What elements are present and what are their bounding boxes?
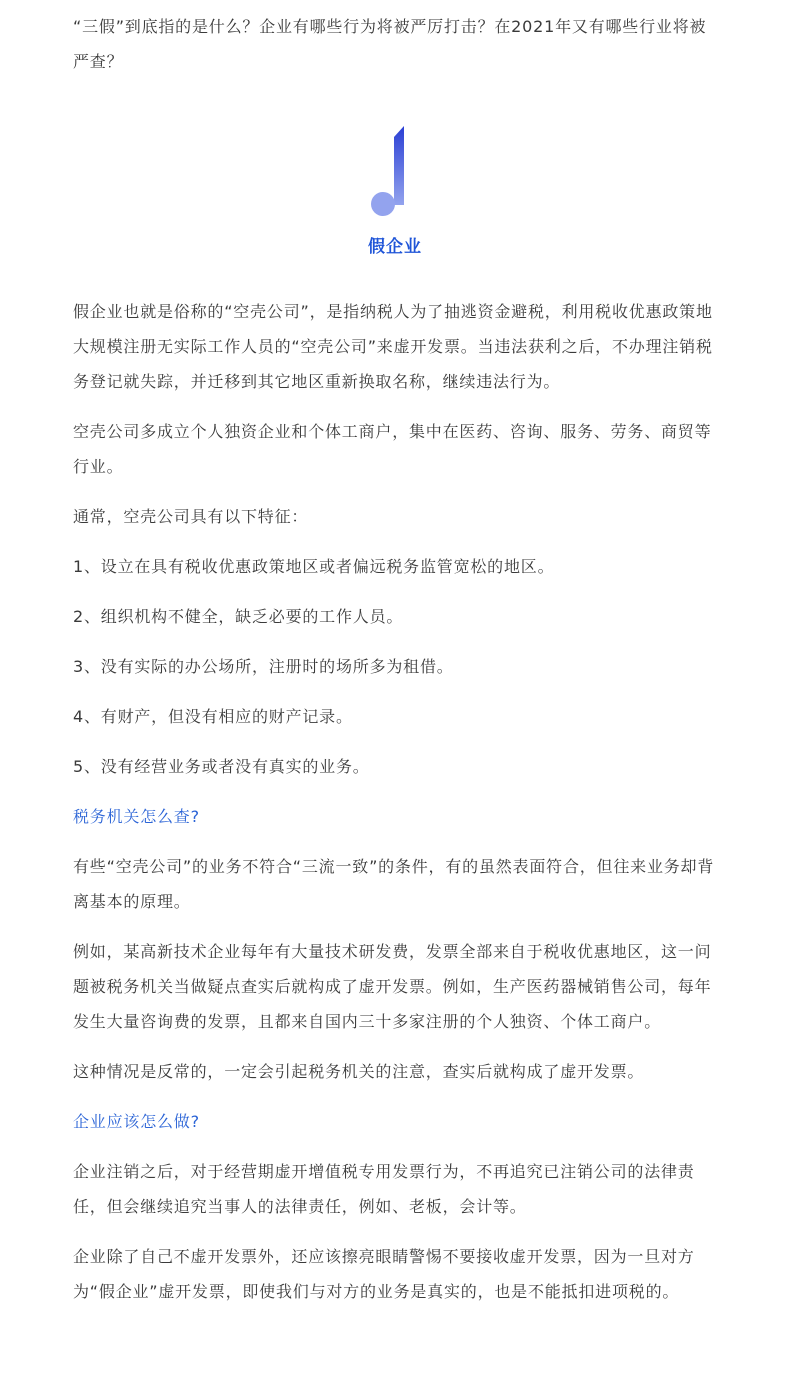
list-item: 3、没有实际的办公场所，注册时的场所多为租借。	[73, 657, 454, 676]
paragraph-definition: 假企业也就是俗称的“空壳公司”，是指纳税人为了抽逃资金避税，利用税收优惠政策地大规模注册无实际工作人员的“空壳公司”来虚开发票。当违法获利之后，不办理注销税务登记就失踪，并迁移到其它地区重新换取名称，继续违法行为。	[73, 302, 713, 391]
subheading-tax-check: 税务机关怎么查?	[73, 807, 200, 826]
musical-note-icon	[370, 123, 420, 218]
paragraph-example: 例如，某高新技术企业每年有大量技术研发费，发票全部来自于税收优惠地区，这一问题被税务机关当做疑点查实后就构成了虚开发票。例如，生产医药器械销售公司，每年发生大量咨询费的发票，且都来自国内三十多家注册的个人独资、个体工商户。	[73, 942, 712, 1031]
paragraph-industries: 空壳公司多成立个人独资企业和个体工商户，集中在医药、咨询、服务、劳务、商贸等行业。	[73, 422, 712, 476]
paragraph-liability: 企业注销之后，对于经营期虚开增值税专用发票行为，不再追究已注销公司的法律责任，但会继续追究当事人的法律责任，例如、老板，会计等。	[73, 1162, 695, 1216]
subheading-what-to-do: 企业应该怎么做?	[73, 1112, 200, 1131]
list-item: 1、设立在具有税收优惠政策地区或者偏远税务监管宽松的地区。	[73, 557, 555, 576]
paragraph-features-lead: 通常，空壳公司具有以下特征：	[73, 507, 309, 526]
paragraph-advice: 企业除了自己不虚开发票外，还应该擦亮眼睛警惕不要接收虚开发票，因为一旦对方为“假企业”虚开发票，即使我们与对方的业务是真实的，也是不能抵扣进项税的。	[73, 1247, 695, 1301]
list-item: 4、有财产，但没有相应的财产记录。	[73, 707, 353, 726]
section-title: 假企业	[368, 237, 422, 257]
list-item: 2、组织机构不健全，缺乏必要的工作人员。	[73, 607, 404, 626]
intro-paragraph: “三假”到底指的是什么？企业有哪些行为将被严厉打击？在2021年又有哪些行业将被严查？	[73, 17, 707, 71]
list-item: 5、没有经营业务或者没有真实的业务。	[73, 757, 370, 776]
paragraph-three-flows: 有些“空壳公司”的业务不符合“三流一致”的条件，有的虽然表面符合，但往来业务却背离基本的原理。	[73, 857, 715, 911]
paragraph-abnormal: 这种情况是反常的，一定会引起税务机关的注意，查实后就构成了虚开发票。	[73, 1062, 645, 1081]
